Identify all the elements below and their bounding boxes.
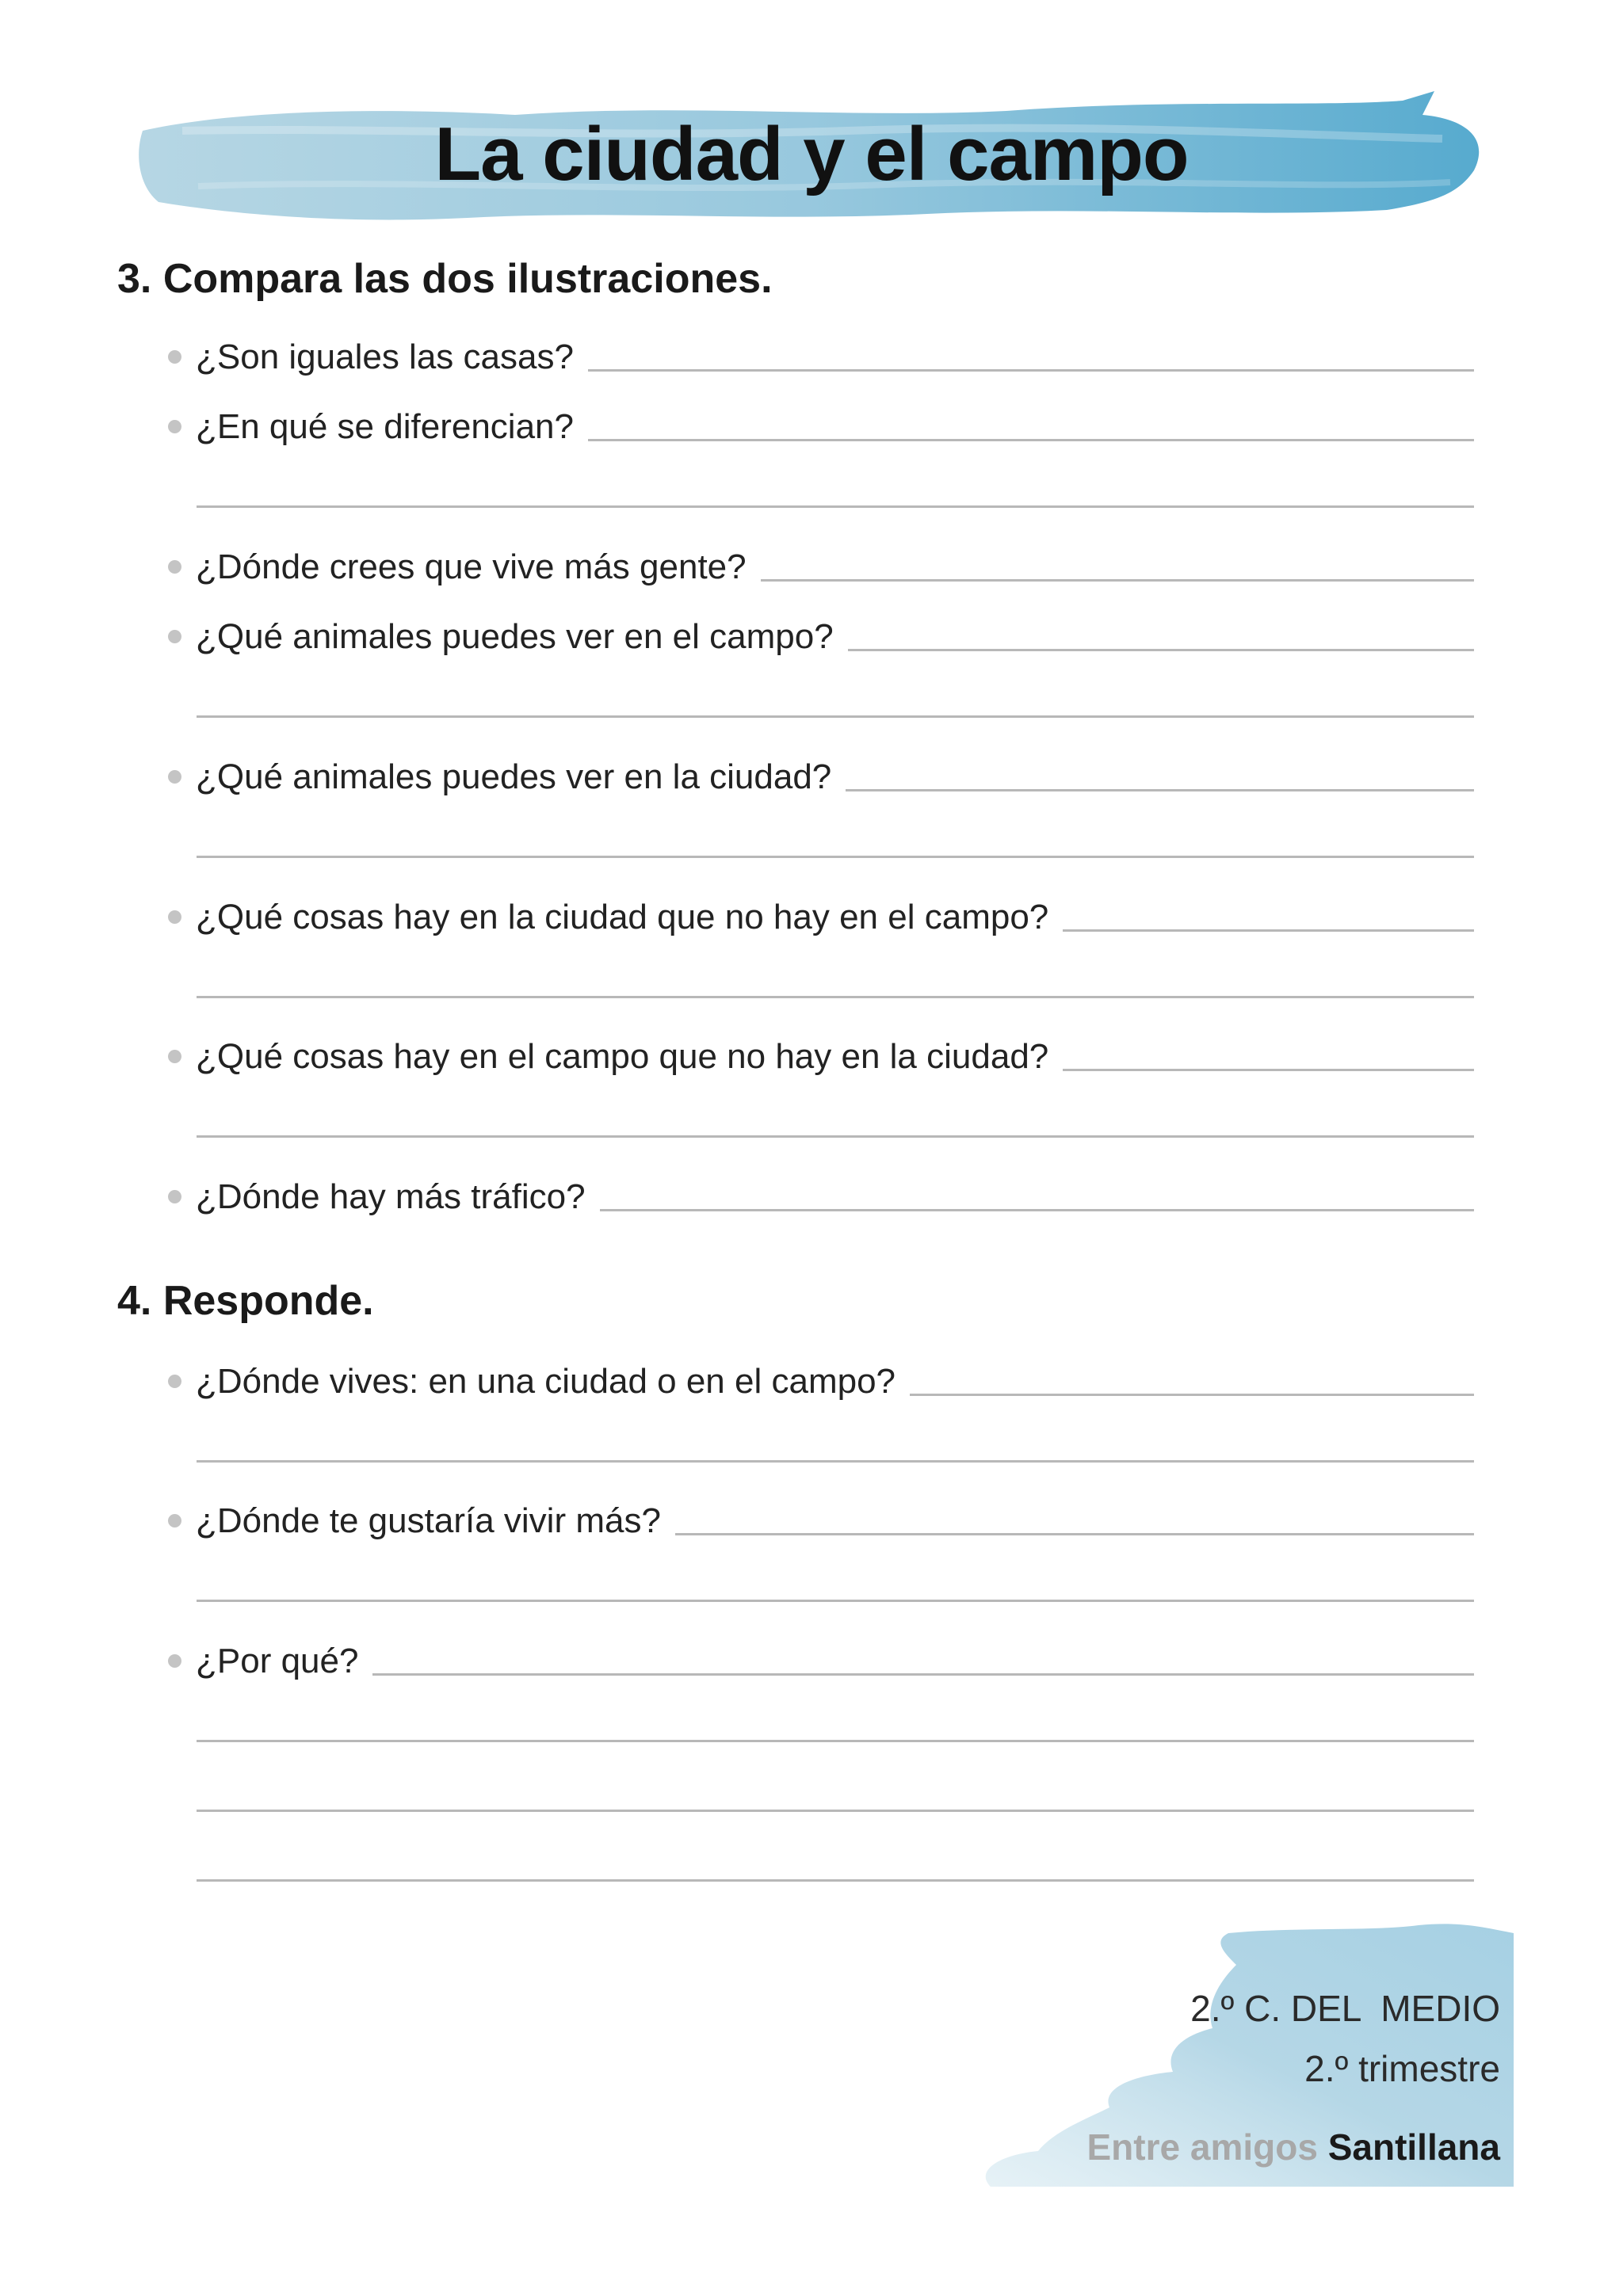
answer-line[interactable] <box>1063 929 1474 932</box>
answer-line[interactable] <box>761 579 1474 582</box>
bullet-icon <box>168 560 181 574</box>
bullet-icon <box>168 630 181 643</box>
question-text: ¿Qué animales puedes ver en la ciudad? <box>196 757 832 796</box>
question-text: ¿Qué cosas hay en el campo que no hay en la ciudad? <box>196 1037 1049 1076</box>
answer-line[interactable] <box>197 715 1474 718</box>
answer-line[interactable] <box>848 649 1474 651</box>
answer-line[interactable] <box>910 1394 1474 1396</box>
answer-line[interactable] <box>197 1740 1474 1742</box>
answer-line[interactable] <box>588 439 1474 441</box>
bullet-icon <box>168 420 181 433</box>
question-item <box>168 1353 1474 1401</box>
question-text: ¿Dónde hay más tráfico? <box>196 1177 586 1216</box>
answer-line[interactable] <box>197 505 1474 508</box>
question-text: ¿Por qué? <box>196 1642 359 1680</box>
footer-term: 2.º trimestre <box>1304 2048 1500 2089</box>
answer-line[interactable] <box>197 1810 1474 1812</box>
answer-line[interactable] <box>197 1460 1474 1463</box>
bullet-icon <box>168 1375 181 1388</box>
question-item <box>168 399 1474 446</box>
question-item <box>168 539 1474 586</box>
bullet-icon <box>168 1654 181 1668</box>
section-title-4: 4. Responde. <box>117 1278 374 1324</box>
answer-line[interactable] <box>675 1533 1474 1535</box>
question-text: ¿Qué animales puedes ver en el campo? <box>196 617 834 656</box>
page-title: La ciudad y el campo <box>434 112 1189 196</box>
question-text: ¿Dónde crees que vive más gente? <box>196 547 747 586</box>
question-text: ¿Dónde te gustaría vivir más? <box>196 1501 661 1540</box>
footer-brand <box>1087 2126 1501 2168</box>
answer-line[interactable] <box>197 996 1474 998</box>
publisher-name: Santillana <box>1327 2126 1500 2168</box>
bullet-icon <box>168 1190 181 1203</box>
question-item <box>168 889 1474 936</box>
answer-line[interactable] <box>197 856 1474 858</box>
question-item <box>168 1169 1474 1216</box>
question-item <box>168 1028 1474 1076</box>
series-name: Entre amigos <box>1086 2126 1318 2168</box>
bullet-icon <box>168 910 181 924</box>
question-item <box>168 1493 1474 1540</box>
answer-line[interactable] <box>197 1879 1474 1882</box>
section-title-3: 3. Compara las dos ilustraciones. <box>117 256 773 302</box>
bullet-icon <box>168 770 181 784</box>
question-text: ¿Son iguales las casas? <box>196 338 574 376</box>
question-text: ¿Dónde vives: en una ciudad o en el campo? <box>196 1362 896 1401</box>
answer-line[interactable] <box>600 1209 1474 1211</box>
answer-line[interactable] <box>197 1600 1474 1602</box>
question-item <box>168 329 1474 376</box>
answer-line[interactable] <box>588 369 1474 372</box>
bullet-icon <box>168 1050 181 1063</box>
question-item <box>168 608 1474 656</box>
bullet-icon <box>168 1514 181 1527</box>
answer-line[interactable] <box>846 789 1474 791</box>
question-item <box>168 1633 1474 1680</box>
answer-line[interactable] <box>197 1135 1474 1138</box>
bullet-icon <box>168 350 181 364</box>
question-text: ¿En qué se diferencian? <box>196 407 574 446</box>
answer-line[interactable] <box>1063 1069 1474 1071</box>
footer-subject: 2.º C. DEL MEDIO <box>1190 1988 1500 2029</box>
answer-line[interactable] <box>372 1673 1474 1676</box>
question-text: ¿Qué cosas hay en la ciudad que no hay en el campo? <box>196 898 1049 936</box>
question-item <box>168 749 1474 796</box>
